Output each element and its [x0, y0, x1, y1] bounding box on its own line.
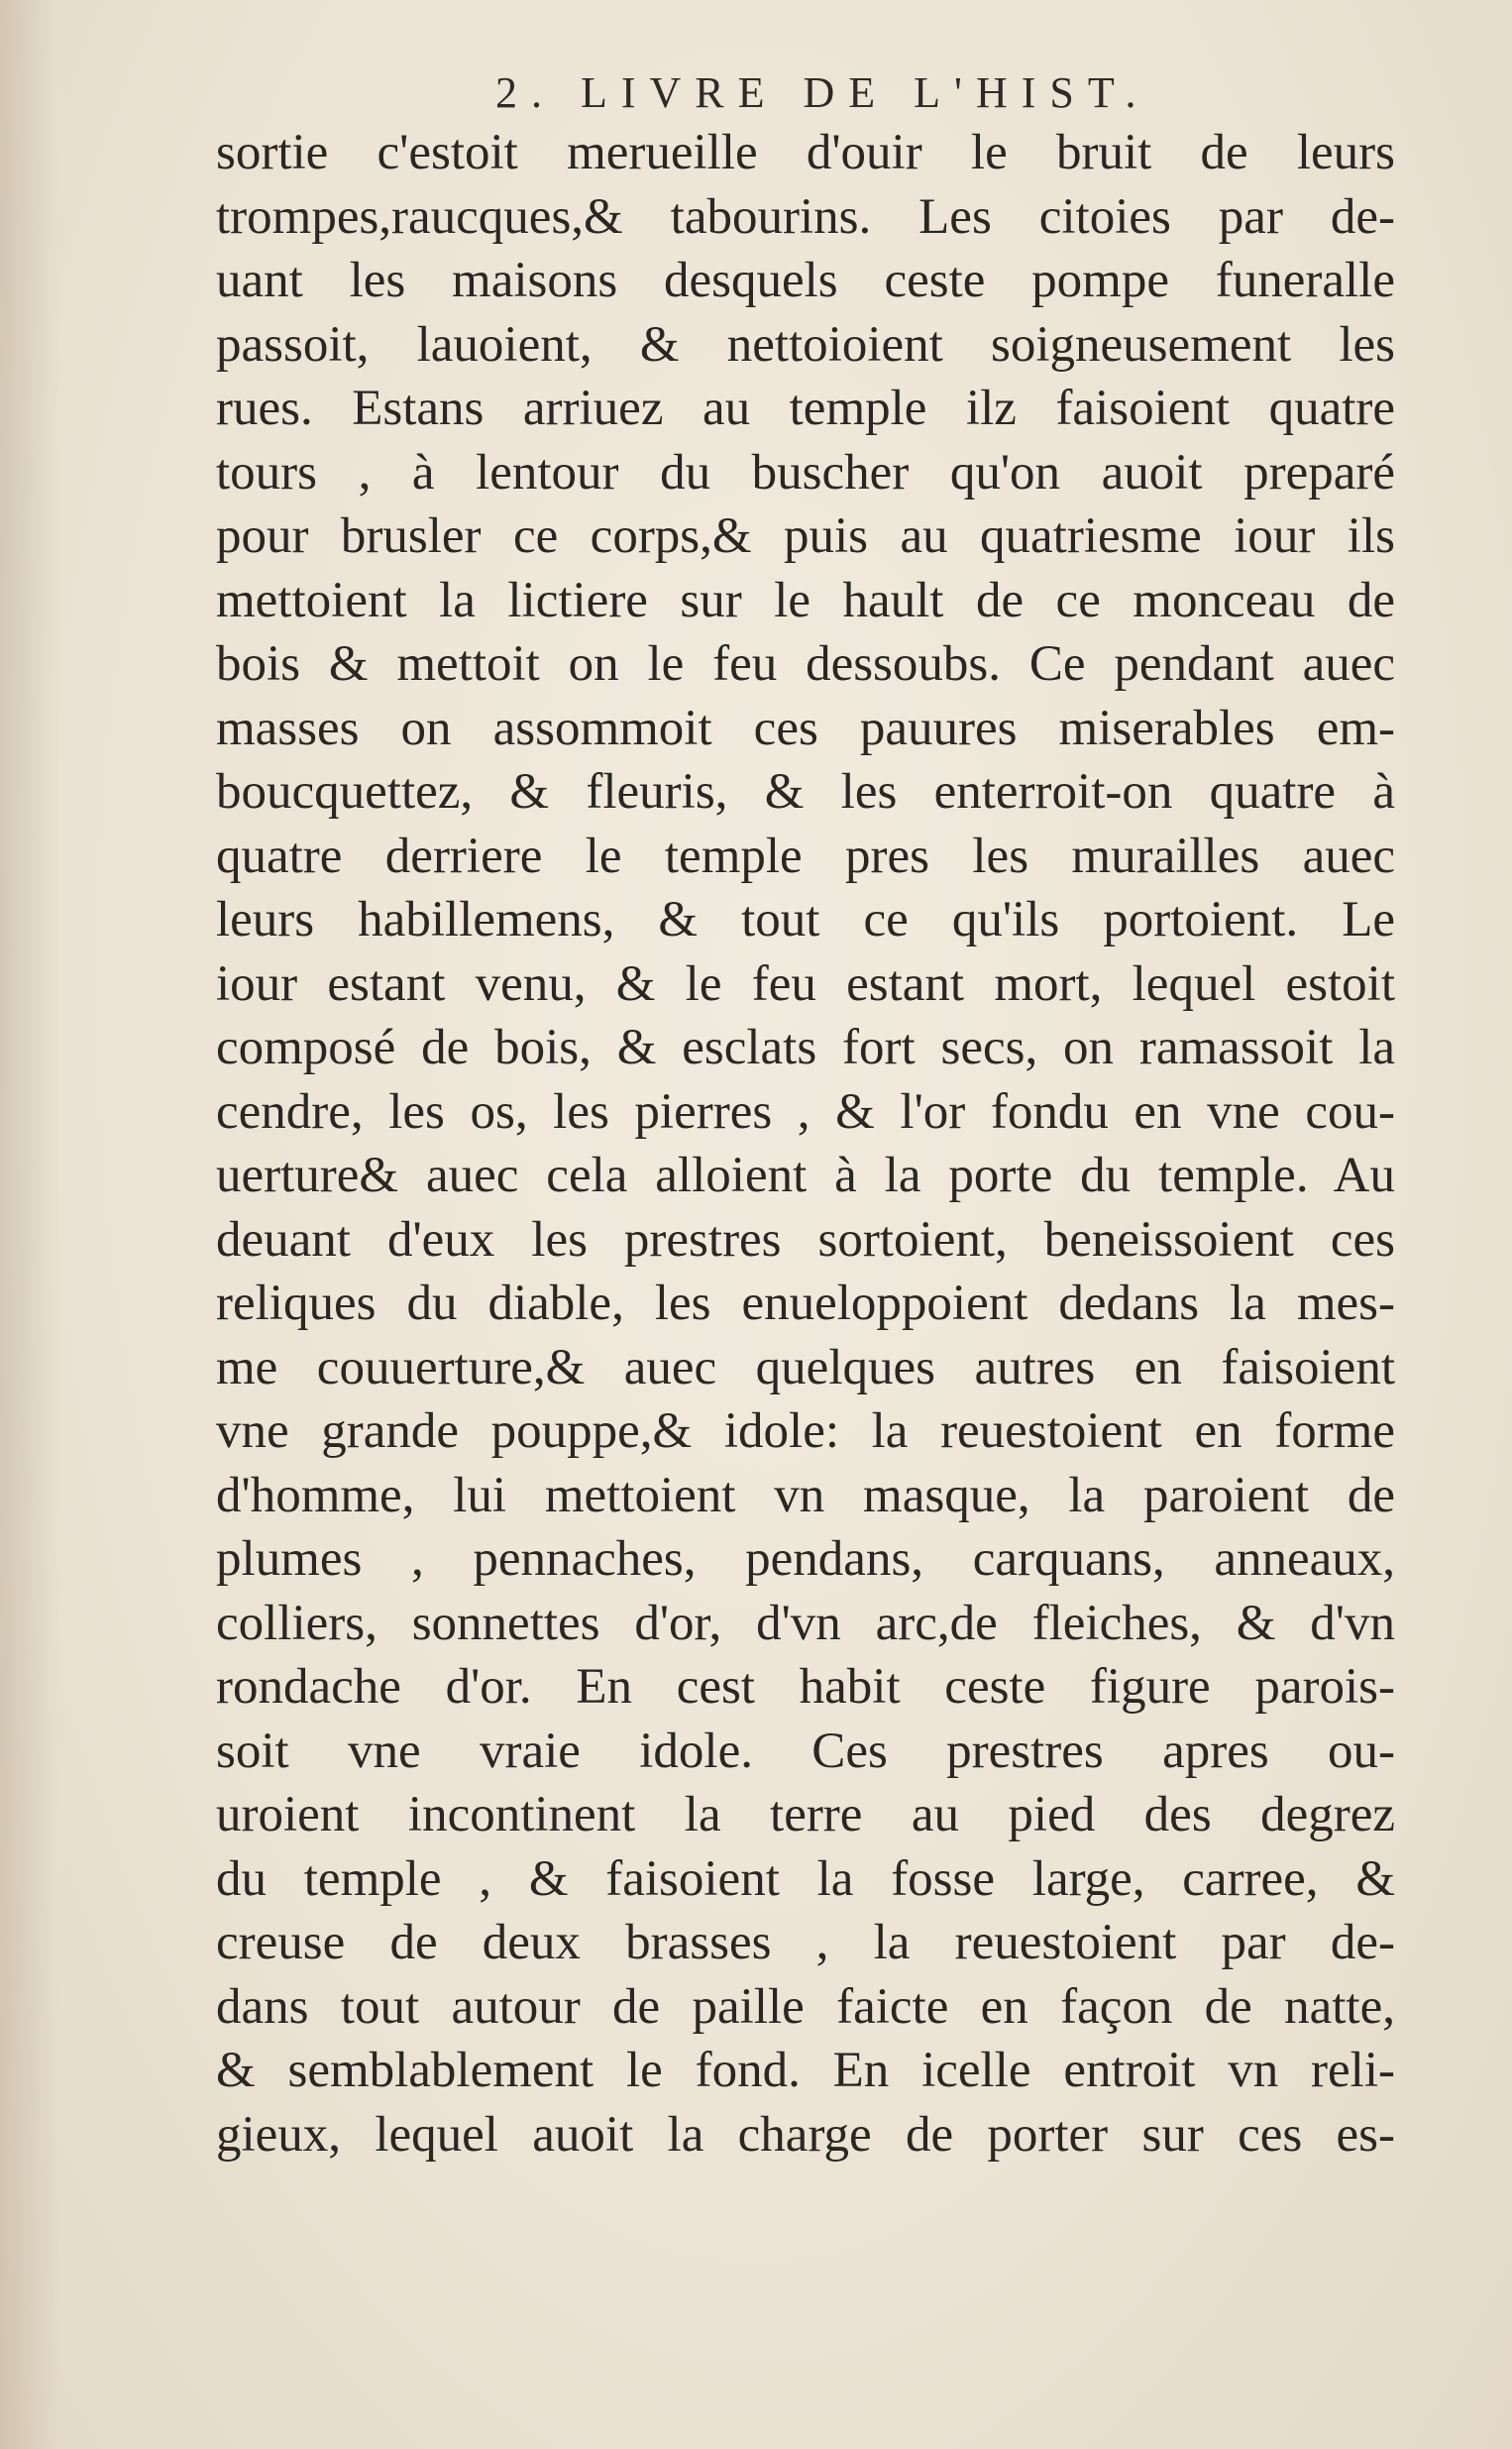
text-line: trompes,raucques,& tabourins. Les citoies par de- — [216, 188, 1395, 245]
text-line: iour estant venu, & le feu estant mort, lequel estoit — [216, 955, 1395, 1012]
text-line: uroient incontinent la terre au pied des degrez — [216, 1787, 1395, 1842]
text-line: leurs habillemens, & tout ce qu'ils portoient. Le — [216, 892, 1395, 947]
text-line: soit vne vraie idole. Ces prestres apres ou- — [216, 1723, 1395, 1779]
text-line: du temple , & faisoient la fosse large, carree, & — [216, 1850, 1395, 1907]
text-line: uerture& auec cela alloient à la porte du temple. Au — [216, 1148, 1395, 1203]
text-line: deuant d'eux les prestres sortoient, beneissoient ces — [216, 1211, 1395, 1268]
text-line: bois & mettoit on le feu dessoubs. Ce pendant auec — [216, 636, 1395, 692]
text-line: reliques du diable, les enueloppoient dedans la mes- — [216, 1276, 1395, 1331]
text-line: creuse de deux brasses , la reuestoient par de- — [216, 1915, 1395, 1970]
text-line: d'homme, lui mettoient vn masque, la paroient de — [216, 1467, 1395, 1523]
text-line: mettoient la lictiere sur le hault de ce monceau de — [216, 572, 1395, 628]
text-line: composé de bois, & esclats fort secs, on ramassoit la — [216, 1020, 1395, 1075]
text-line: rondache d'or. En cest habit ceste figure parois- — [216, 1659, 1395, 1715]
text-line: pour brusler ce corps,& puis au quatriesme iour ils — [216, 508, 1395, 564]
text-line: sortie c'estoit merueille d'ouir le bruit de leurs — [216, 125, 1395, 180]
running-head: 2. LIVRE DE L'HIST. — [495, 68, 1150, 117]
text-line: rues. Estans arriuez au temple ilz faisoient quatre — [216, 381, 1395, 436]
text-line: plumes , pennaches, pendans, carquans, anneaux, — [216, 1531, 1395, 1587]
text-line: cendre, les os, les pierres , & l'or fondu en vne cou- — [216, 1083, 1395, 1140]
text-line: uant les maisons desquels ceste pompe funeralle — [216, 253, 1395, 308]
text-line: boucquettez, & fleuris, & les enterroit-on quatre à — [216, 764, 1395, 820]
text-line: masses on assommoit ces pauures miserables em- — [216, 700, 1395, 756]
text-line: colliers, sonnettes d'or, d'vn arc,de fleiches, & d'vn — [216, 1595, 1395, 1651]
gutter-shadow — [0, 0, 59, 2449]
text-line: passoit, lauoient, & nettoioient soigneusement les — [216, 316, 1395, 373]
body-text — [216, 121, 1395, 2167]
text-line: gieux, lequel auoit la charge de porter sur ces es- — [216, 2106, 1395, 2163]
text-line: vne grande pouppe,& idole: la reuestoient en forme — [216, 1403, 1395, 1459]
text-line: & semblablement le fond. En icelle entroit vn reli- — [216, 2043, 1395, 2098]
text-line: tours , à lentour du buscher qu'on auoit preparé — [216, 444, 1395, 501]
text-line: me couuerture,& auec quelques autres en faisoient — [216, 1339, 1395, 1395]
text-line: dans tout autour de paille faicte en façon de natte, — [216, 1978, 1395, 2035]
text-line: quatre derriere le temple pres les murailles auec — [216, 828, 1395, 884]
